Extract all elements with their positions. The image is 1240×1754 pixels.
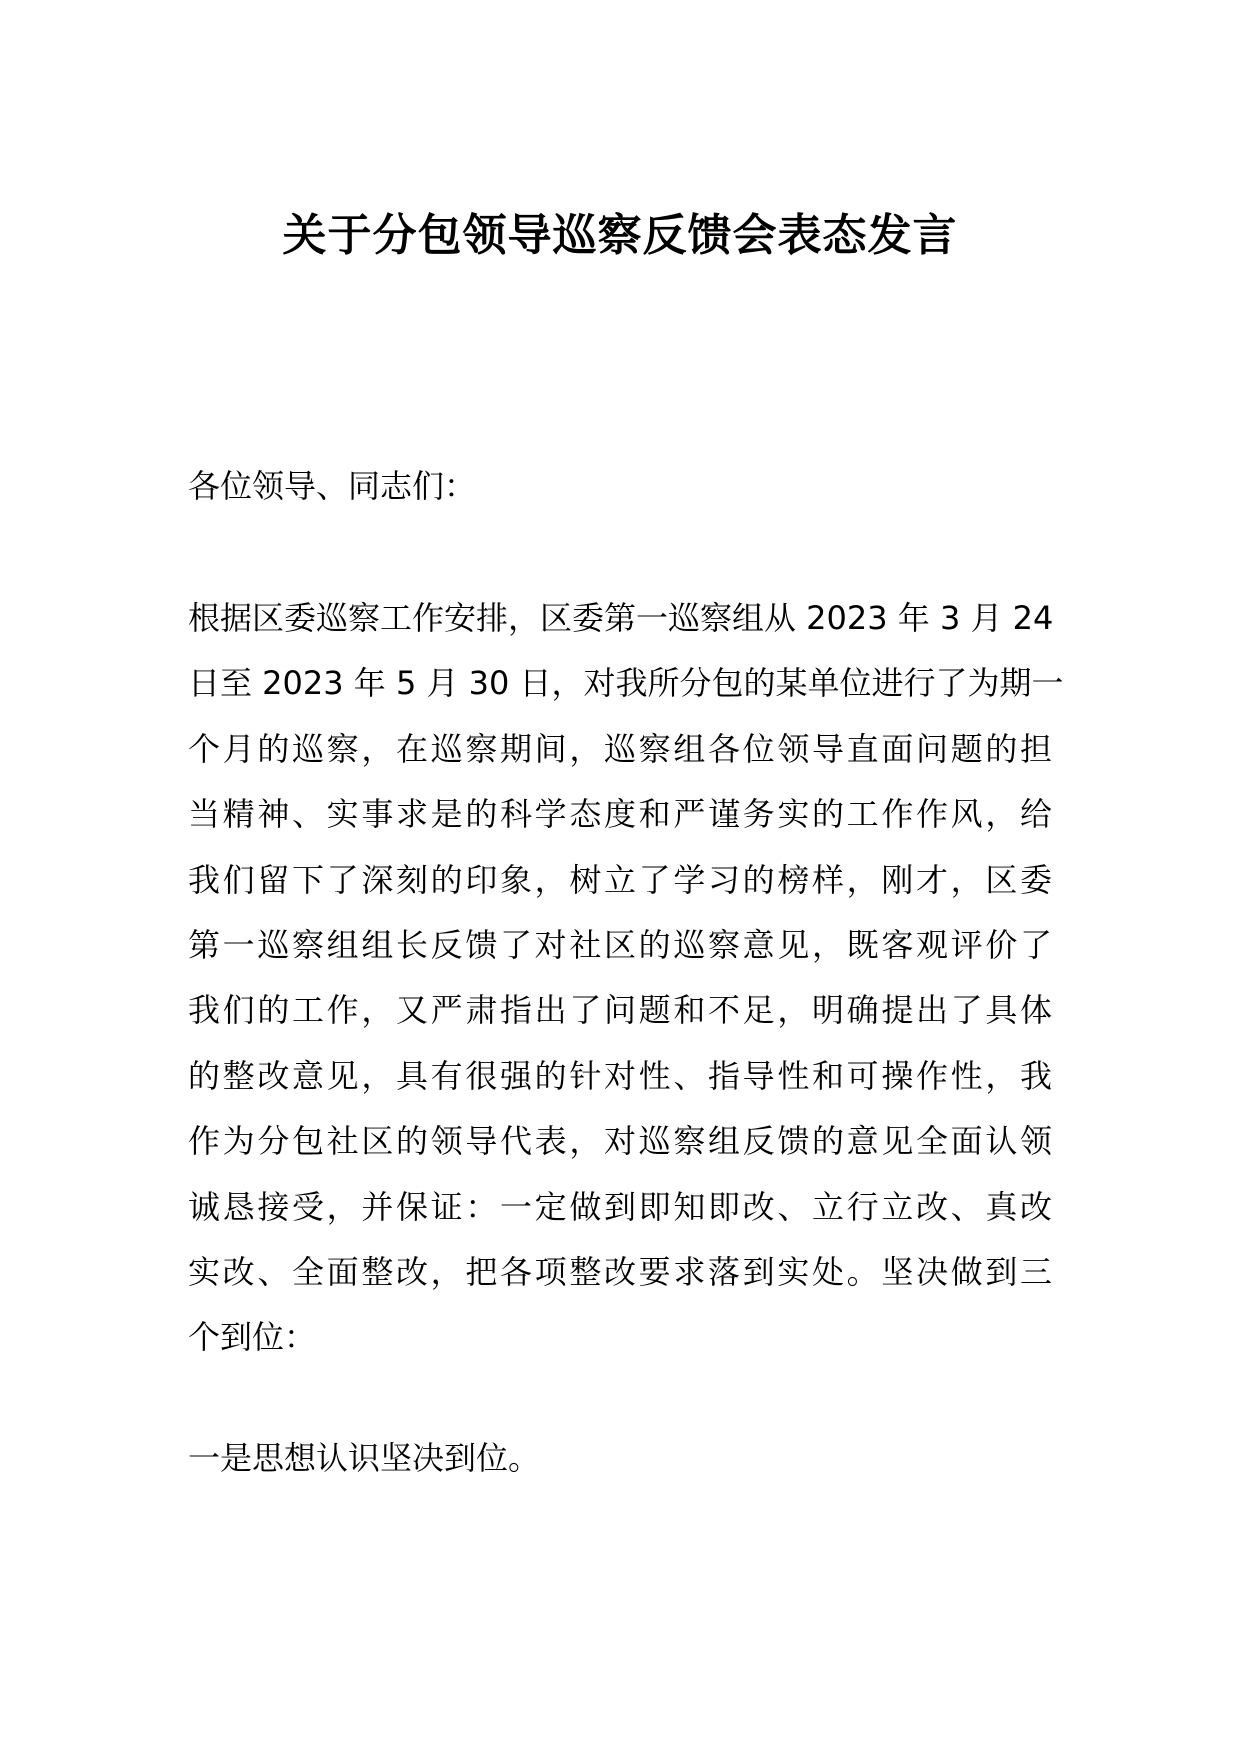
point-one-heading: 一是思想认识坚决到位。 [188, 1439, 541, 1477]
paragraph-line: 我们的工作，又严肃指出了问题和不足，明确提出了具体 [188, 991, 1052, 1030]
paragraph-line: 作为分包社区的领导代表，对巡察组反馈的意见全面认领 [188, 1122, 1052, 1161]
paragraph-line: 我们留下了深刻的印象，树立了学习的榜样，刚才，区委 [188, 860, 1052, 899]
document-title: 关于分包领导巡察反馈会表态发言 [282, 210, 958, 261]
paragraph-line: 日至 2023 年 5 月 30 日，对我所分包的某单位进行了为期一 [188, 664, 1064, 703]
paragraph-line: 当精神、实事求是的科学态度和严谨务实的工作作风，给 [188, 795, 1052, 834]
paragraph-line: 第一巡察组组长反馈了对社区的巡察意见，既客观评价了 [188, 926, 1052, 965]
body-paragraph [188, 586, 1064, 1371]
salutation: 各位领导、同志们： [188, 467, 477, 505]
paragraph-line: 的整改意见，具有很强的针对性、指导性和可操作性，我 [188, 1056, 1052, 1095]
paragraph-line: 诚恳接受，并保证：一定做到即知即改、立行立改、真改 [188, 1187, 1052, 1226]
paragraph-line: 个到位： [188, 1318, 317, 1357]
paragraph-line: 个月的巡察，在巡察期间，巡察组各位领导直面问题的担 [188, 729, 1052, 768]
paragraph-line: 实改、全面整改，把各项整改要求落到实处。坚决做到三 [188, 1253, 1052, 1292]
paragraph-line: 根据区委巡察工作安排，区委第一巡察组从 2023 年 3 月 24 [188, 599, 1054, 637]
